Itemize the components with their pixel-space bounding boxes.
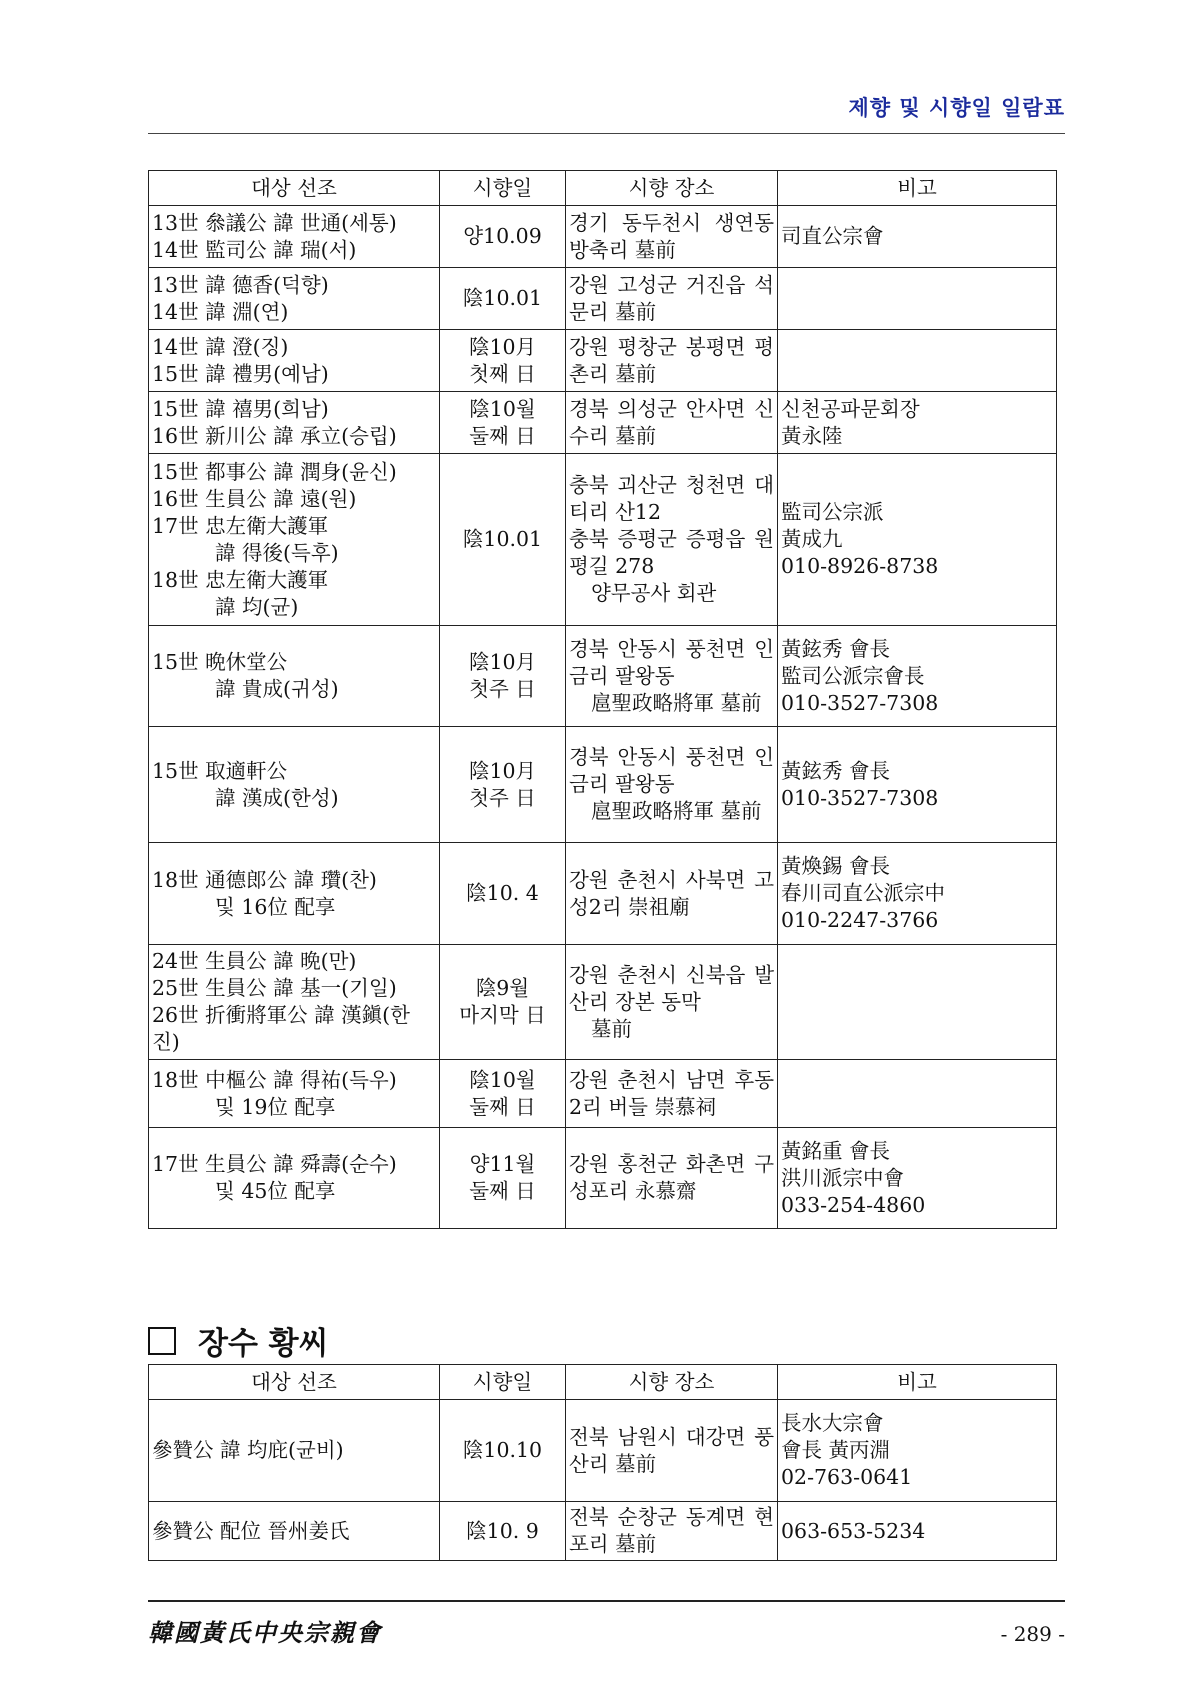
ancestor-line: 參贊公 諱 均庇(균비) <box>152 1438 344 1462</box>
footer-organization: 韓國黃氏中央宗親會 <box>148 1618 382 1647</box>
cell-date <box>440 330 566 392</box>
table-row <box>149 843 1057 945</box>
table-row <box>149 727 1057 843</box>
note-line: 洪川派宗中會 <box>781 1165 904 1190</box>
place-line: 강원 홍천군 화촌면 구성포리 永慕齋 <box>569 1152 774 1203</box>
ancestor-line: 25世 生員公 諱 基一(기일) <box>152 976 397 1000</box>
date-line: 陰10월 <box>469 1067 536 1092</box>
cell-place <box>566 1060 778 1128</box>
cell-date <box>440 843 566 945</box>
cell-date <box>440 727 566 843</box>
table-row <box>149 1060 1057 1128</box>
ancestor-line: 및 19位 配享 <box>215 1094 336 1119</box>
ancestor-line: 13世 叅議公 諱 世通(세통) <box>152 210 397 235</box>
cell-ancestor <box>149 392 440 454</box>
cell-place <box>566 626 778 727</box>
ancestor-line: 14世 諱 淵(연) <box>152 299 289 324</box>
cell-ancestor <box>149 268 440 330</box>
cell-ancestor <box>149 206 440 268</box>
cell-date <box>440 945 566 1060</box>
header-note: 비고 <box>778 1365 1057 1400</box>
place-line: 강원 춘천시 사북면 고성2리 崇祖廟 <box>569 867 774 919</box>
cell-place <box>566 1502 778 1561</box>
header-ancestor: 대상 선조 <box>149 1365 440 1400</box>
cell-place <box>566 945 778 1060</box>
cell-date <box>440 1400 566 1502</box>
cell-place <box>566 843 778 945</box>
jangsu-hwang-schedule-table <box>148 1364 1057 1561</box>
ancestor-line: 諱 均(균) <box>215 594 299 619</box>
note-line: 黃成九 <box>781 527 843 551</box>
table-row <box>149 454 1057 626</box>
note-line: 春川司直公派宗中 <box>781 881 945 905</box>
note-line: 신천공파문회장 <box>781 396 920 421</box>
date-line: 양11월 <box>469 1152 536 1176</box>
date-line: 陰10. 4 <box>466 881 539 905</box>
place-line: 충북 괴산군 청천면 대티리 산12 <box>569 473 774 524</box>
cell-ancestor <box>149 1502 440 1561</box>
place-line: 경북 안동시 풍천면 인금리 팔왕동 <box>569 745 774 796</box>
place-line: 경기 동두천시 생연동 방축리 墓前 <box>569 210 774 262</box>
note-line: 010-3527-7308 <box>781 690 939 715</box>
cell-note <box>778 1128 1057 1229</box>
place-line: 경북 안동시 풍천면 인금리 팔왕동 <box>569 636 774 688</box>
ancestor-line: 24世 生員公 諱 晩(만) <box>152 949 357 973</box>
table-row <box>149 392 1057 454</box>
header-ancestor: 대상 선조 <box>149 171 440 206</box>
ancestor-line: 및 16位 配享 <box>215 894 336 919</box>
place-line: 경북 의성군 안사면 신수리 墓前 <box>569 396 774 448</box>
date-line: 陰10.10 <box>462 1438 543 1462</box>
cell-date <box>440 1502 566 1561</box>
date-line: 陰10. 9 <box>466 1518 539 1543</box>
header-divider <box>148 133 1065 134</box>
cell-place <box>566 392 778 454</box>
date-line: 陰10.01 <box>462 527 543 551</box>
cell-ancestor <box>149 945 440 1060</box>
section-heading <box>148 1318 329 1363</box>
cell-place <box>566 206 778 268</box>
date-line: 陰10月 <box>468 650 537 674</box>
header-note: 비고 <box>778 171 1057 206</box>
cell-note <box>778 727 1057 843</box>
ancestor-line: 18世 通德郎公 諱 瓚(찬) <box>152 867 377 892</box>
cell-ancestor <box>149 626 440 727</box>
date-line: 첫째 日 <box>469 361 536 386</box>
note-line: 黃煥錫 會長 <box>781 854 891 878</box>
cell-date <box>440 206 566 268</box>
cell-note <box>778 843 1057 945</box>
date-line: 둘째 日 <box>469 1179 536 1203</box>
place-line: 전북 순창군 동계면 현포리 墓前 <box>569 1505 774 1556</box>
table-row <box>149 1502 1057 1561</box>
note-line: 長水大宗會 <box>781 1411 884 1435</box>
cell-note <box>778 268 1057 330</box>
ancestor-line: 16世 新川公 諱 承立(승립) <box>152 423 397 448</box>
date-line: 陰10월 <box>469 396 536 421</box>
ancestor-line: 15世 諱 禧男(희남) <box>152 396 329 421</box>
header-place: 시향 장소 <box>566 1365 778 1400</box>
cell-ancestor <box>149 843 440 945</box>
cell-place <box>566 1400 778 1502</box>
cell-date <box>440 1060 566 1128</box>
cell-date <box>440 392 566 454</box>
ancestor-line: 15世 取適軒公 <box>152 758 288 783</box>
note-line: 033-254-4860 <box>781 1192 926 1217</box>
table-row <box>149 945 1057 1060</box>
note-line: 黃鉉秀 會長 <box>781 636 891 661</box>
table-row <box>149 1400 1057 1502</box>
page-number: - 289 - <box>1000 1622 1065 1646</box>
note-line: 010-3527-7308 <box>781 785 939 810</box>
ancestor-line: 14世 諱 澄(징) <box>152 334 289 359</box>
cell-date <box>440 626 566 727</box>
ancestor-line: 15世 諱 禮男(예남) <box>152 361 329 386</box>
cell-note <box>778 1400 1057 1502</box>
header-date: 시향일 <box>440 171 566 206</box>
ancestor-line: 18世 中樞公 諱 得祐(득우) <box>152 1067 397 1092</box>
cell-place <box>566 1128 778 1229</box>
ancestor-line: 18世 忠左衛大護軍 <box>152 567 329 592</box>
table-row <box>149 268 1057 330</box>
cell-note <box>778 206 1057 268</box>
cell-note <box>778 392 1057 454</box>
note-line: 黃永陸 <box>781 423 843 448</box>
note-line: 02-763-0641 <box>781 1465 913 1489</box>
note-line: 063-653-5234 <box>781 1518 926 1543</box>
date-line: 양10.09 <box>463 224 542 248</box>
place-line: 강원 고성군 거진읍 석문리 墓前 <box>569 272 774 324</box>
checkbox-square-icon <box>148 1327 176 1355</box>
place-line: 강원 평창군 봉평면 평촌리 墓前 <box>569 334 774 386</box>
place-line: 강원 춘천시 신북읍 발산리 장본 동막 <box>569 962 774 1014</box>
note-line: 010-8926-8738 <box>781 554 939 578</box>
ancestor-line: 15世 晩休堂公 <box>152 650 288 674</box>
cell-ancestor <box>149 727 440 843</box>
table-row <box>149 206 1057 268</box>
note-line: 黃銘重 會長 <box>781 1138 891 1163</box>
date-line: 둘째 日 <box>469 423 536 448</box>
note-line: 監司公派宗會長 <box>781 663 925 688</box>
cell-place <box>566 454 778 626</box>
cell-ancestor <box>149 1128 440 1229</box>
ancestor-line: 諱 漢成(한성) <box>215 785 339 810</box>
cell-date <box>440 268 566 330</box>
cell-ancestor <box>149 330 440 392</box>
ancestor-line: 15世 都事公 諱 潤身(윤신) <box>152 459 397 484</box>
footer-divider <box>148 1600 1065 1602</box>
section-heading-text: 장수 황씨 <box>198 1326 329 1362</box>
cell-note <box>778 1060 1057 1128</box>
date-line: 陰10月 <box>468 334 537 359</box>
cell-note <box>778 626 1057 727</box>
cell-note <box>778 454 1057 626</box>
cell-date <box>440 454 566 626</box>
note-line: 黃鉉秀 會長 <box>781 758 891 783</box>
ancestor-line: 16世 生員公 諱 遠(원) <box>152 486 357 511</box>
table-row <box>149 330 1057 392</box>
date-line: 陰10月 <box>468 758 537 783</box>
place-line: 墓前 <box>591 1016 632 1041</box>
ancestor-line: 및 45位 配享 <box>215 1179 336 1203</box>
ancestor-line: 諱 得後(득후) <box>215 540 339 565</box>
ancestor-line: 參贊公 配位 晉州姜氏 <box>152 1518 350 1543</box>
note-line: 010-2247-3766 <box>781 908 939 932</box>
cell-ancestor <box>149 454 440 626</box>
ancestor-line: 13世 諱 德香(덕향) <box>152 272 329 297</box>
cell-ancestor <box>149 1400 440 1502</box>
header-date: 시향일 <box>440 1365 566 1400</box>
ancestor-line: 17世 生員公 諱 舜壽(순수) <box>152 1152 397 1176</box>
cell-note <box>778 945 1057 1060</box>
date-line: 둘째 日 <box>469 1094 536 1119</box>
header-place: 시향 장소 <box>566 171 778 206</box>
place-line: 양무공사 회관 <box>591 581 717 605</box>
table-header-row <box>149 171 1057 206</box>
place-line: 강원 춘천시 남면 후동2리 버들 崇慕祠 <box>569 1067 774 1119</box>
ancestor-line: 26世 折衝將軍公 諱 漢鎭(한진) <box>152 1003 410 1054</box>
ancestor-line: 17世 忠左衛大護軍 <box>152 513 329 538</box>
memorial-schedule-table <box>148 170 1057 1229</box>
table-row <box>149 626 1057 727</box>
cell-date <box>440 1128 566 1229</box>
note-line: 司直公宗會 <box>781 224 884 248</box>
place-line: 扈聖政略將軍 墓前 <box>591 799 762 823</box>
place-line: 충북 증평군 증평읍 원평길 278 <box>569 527 774 578</box>
cell-note <box>778 330 1057 392</box>
cell-place <box>566 727 778 843</box>
page-header-title: 제향 및 시향일 일람표 <box>848 96 1065 120</box>
note-line: 監司公宗派 <box>781 500 884 524</box>
table-row <box>149 1128 1057 1229</box>
date-line: 첫주 日 <box>469 677 536 701</box>
cell-place <box>566 268 778 330</box>
cell-place <box>566 330 778 392</box>
date-line: 陰9월 <box>475 976 530 1000</box>
cell-note <box>778 1502 1057 1561</box>
ancestor-line: 14世 監司公 諱 瑞(서) <box>152 237 357 262</box>
date-line: 첫주 日 <box>469 785 536 810</box>
ancestor-line: 諱 貴成(귀성) <box>215 677 339 701</box>
table-header-row <box>149 1365 1057 1400</box>
date-line: 마지막 日 <box>459 1003 546 1027</box>
date-line: 陰10.01 <box>462 286 543 310</box>
cell-ancestor <box>149 1060 440 1128</box>
note-line: 會長 黃丙淵 <box>781 1438 891 1462</box>
place-line: 전북 남원시 대강면 풍산리 墓前 <box>569 1424 774 1476</box>
place-line: 扈聖政略將軍 墓前 <box>591 690 762 715</box>
